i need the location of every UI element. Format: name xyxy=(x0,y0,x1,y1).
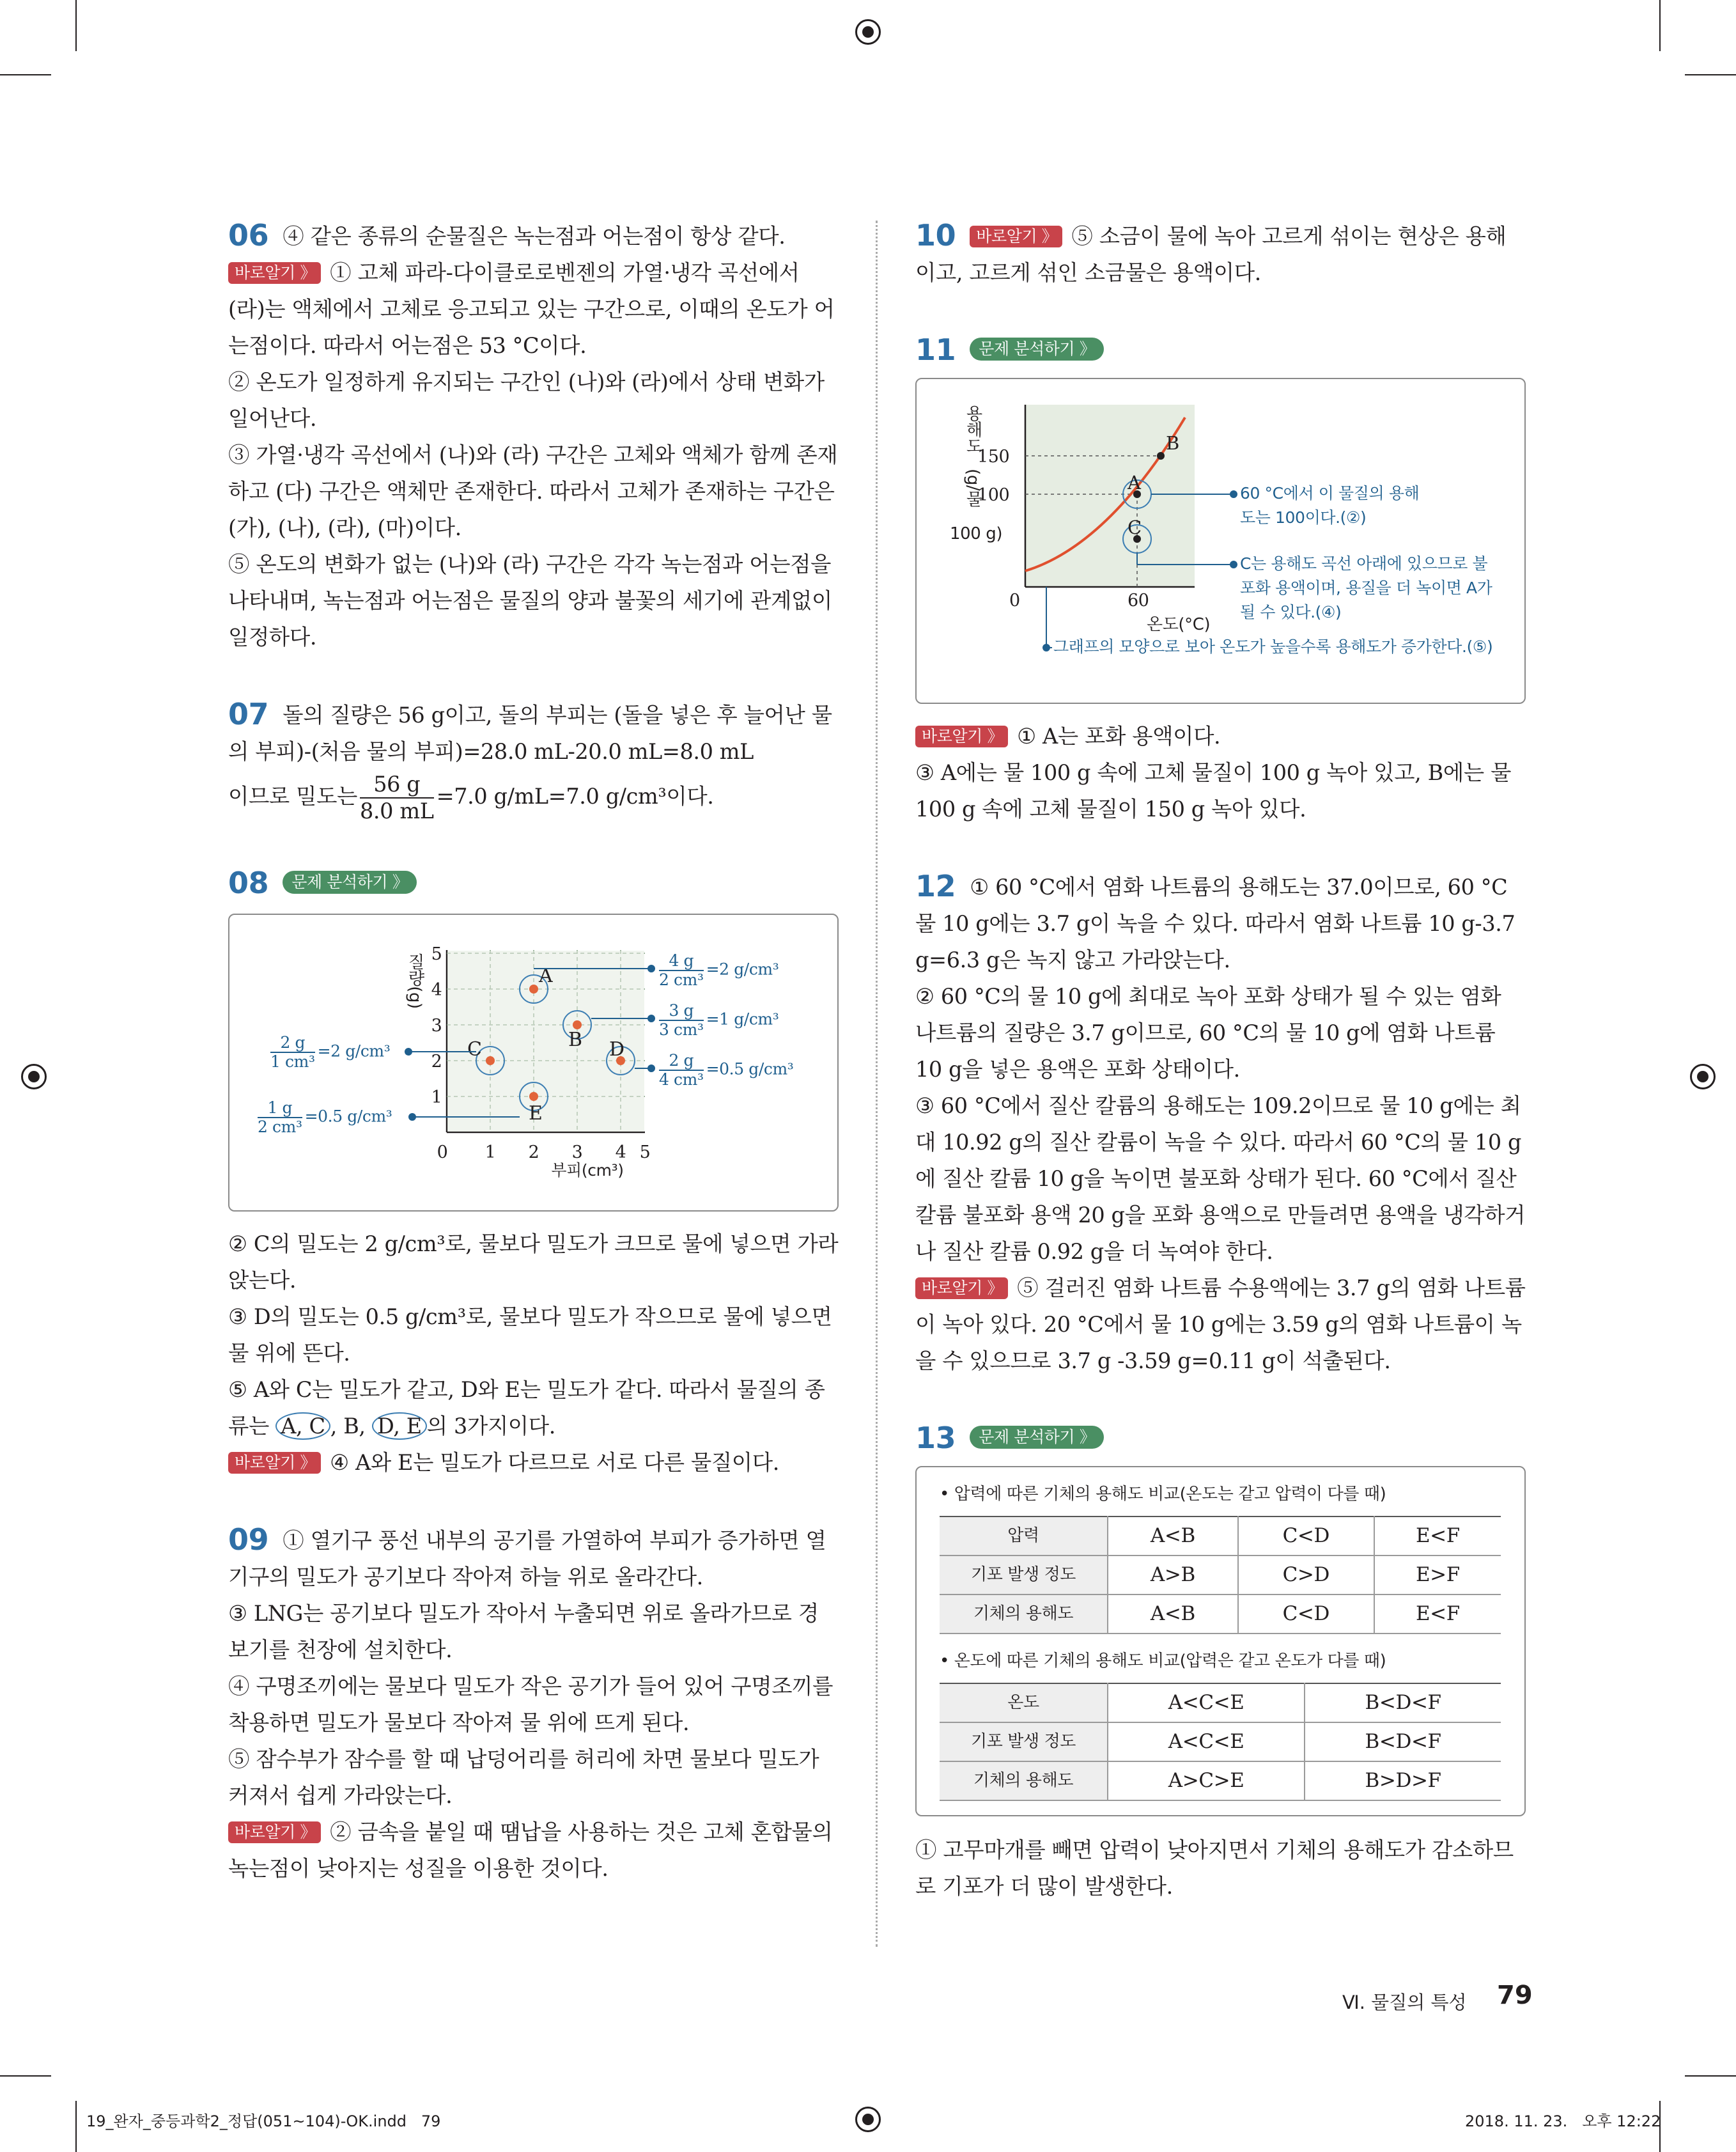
label-e: E xyxy=(529,1102,543,1125)
correction-badge: 바로알기 》 xyxy=(915,726,1008,747)
q08-p2: ③ D의 밀도는 0.5 g/cm³로, 물보다 밀도가 작으므로 물에 넣으면 물 위에 뜬다. xyxy=(228,1304,832,1366)
x-axis-label: 부피(cm³) xyxy=(551,1161,624,1180)
table-row: 압력 A<B C<D E<F xyxy=(940,1517,1501,1556)
y-tick: 5 xyxy=(431,944,442,964)
temperature-table xyxy=(940,1683,1501,1801)
label-a: A xyxy=(1128,472,1141,494)
crop-mark xyxy=(75,0,77,51)
label-d: D xyxy=(609,1038,624,1061)
correction-badge: 바로알기 》 xyxy=(915,1277,1008,1299)
crop-mark xyxy=(1685,74,1736,75)
label-c: C xyxy=(1128,517,1142,538)
q11-section xyxy=(915,332,1526,827)
right-column xyxy=(915,217,1526,1905)
y-axis-label-2: (g/물 xyxy=(963,469,982,507)
q06-section xyxy=(228,217,839,655)
q07-pre: 이므로 밀도는 xyxy=(228,784,358,809)
left-column xyxy=(228,217,839,1887)
point-a xyxy=(529,985,538,994)
x-axis-label: 온도(°C) xyxy=(1147,615,1211,634)
label-a: A xyxy=(539,965,553,987)
column-divider xyxy=(876,221,878,1947)
point-c xyxy=(486,1056,495,1065)
q08-number: 08 xyxy=(228,866,269,900)
y-axis-label-3: 100 g) xyxy=(950,524,1003,543)
q11-note2: C는 용해도 곡선 아래에 있으므로 불포화 용액이며, 용질을 더 녹이면 A가 될 수 있다.(④) xyxy=(1240,554,1492,621)
q07-section xyxy=(228,696,839,824)
crop-mark xyxy=(1685,2075,1736,2077)
y-axis-label: 질량(g) xyxy=(405,953,424,1009)
section-label: Ⅵ. 물질의 특성 xyxy=(1342,1992,1467,2013)
q11-number: 11 xyxy=(915,332,956,367)
q06-p4: ⑤ 온도의 변화가 없는 (나)와 (라) 구간은 각각 녹는점과 어는점을 나타내며, 녹는점과 어는점은 물질의 양과 불꽃의 세기에 관계없이 일정하다. xyxy=(228,552,832,650)
y-axis-label-1: 용해도 xyxy=(963,405,982,454)
q09-p4: ⑤ 잠수부가 잠수를 할 때 납덩어리를 허리에 차면 물보다 밀도가 커져서 쉽게 가라앉는다. xyxy=(228,1747,819,1808)
q11-note1: 60 °C에서 이 물질의 용해도는 100이다.(②) xyxy=(1240,484,1420,527)
crop-mark xyxy=(1659,0,1661,51)
correction-badge: 바로알기 》 xyxy=(228,1452,321,1474)
q09-p3: ④ 구명조끼에는 물보다 밀도가 작은 공기가 들어 있어 구명조끼를 착용하면 밀도가 물보다 작아져 물 위에 뜨게 된다. xyxy=(228,1674,833,1735)
correction-badge: 바로알기 》 xyxy=(228,262,321,284)
ann-c: $\frac{2 g}{\text{1 cm³}}$ =2 g/cm³ xyxy=(270,1033,391,1071)
q09-p2: ③ LNG는 공기보다 밀도가 작아서 누출되면 위로 올라가므로 경보기를 천장에 설치한다. xyxy=(228,1601,819,1662)
q09-p1: ① 열기구 풍선 내부의 공기를 가열하여 부피가 증가하면 열기구의 밀도가 공기보다 작아져 하늘 위로 올라간다. xyxy=(228,1528,826,1589)
y-tick: 1 xyxy=(431,1088,442,1107)
analysis-badge: 문제 분석하기 》 xyxy=(970,338,1104,361)
y-tick: 3 xyxy=(431,1016,442,1036)
crop-mark xyxy=(0,74,51,75)
label-b: B xyxy=(568,1029,582,1051)
q10-corr: ⑤ 소금이 물에 녹아 고르게 섞이는 현상은 용해이고, 고르게 섞인 소금물은 용액이다. xyxy=(915,224,1507,285)
pressure-table xyxy=(940,1516,1501,1634)
registration-mark-icon xyxy=(21,1064,47,1089)
q11-note3: 그래프의 모양으로 보아 온도가 높을수록 용해도가 증가한다.(⑤) xyxy=(1053,637,1493,656)
analysis-badge: 문제 분석하기 》 xyxy=(283,871,417,894)
q10-section xyxy=(915,217,1526,291)
file-slug: 19_완자_중등과학2_정답(051~104)-OK.indd 79 xyxy=(86,2112,441,2130)
oval-ac: A, C xyxy=(275,1412,330,1440)
x-tick: 0 xyxy=(437,1142,448,1162)
q07-line1: 돌의 질량은 56 g이고, 돌의 부피는 (돌을 넣은 후 늘어난 물의 부피)-(처음 물의 부피)=28.0 mL-20.0 mL=8.0 mL xyxy=(228,703,832,764)
label-b: B xyxy=(1166,432,1179,454)
y-tick: 4 xyxy=(431,980,442,1000)
point-e xyxy=(529,1092,538,1101)
table-row: 기체의 용해도 A>C>E B>D>F xyxy=(940,1761,1501,1800)
correction-badge: 바로알기 》 xyxy=(228,1821,321,1843)
q12-p1: ① 60 °C에서 염화 나트륨의 용해도는 37.0이므로, 60 °C 물 10 g에는 3.7 g이 녹을 수 있다. 따라서 염화 나트륨 10 g-3.7 g=6.3 g은 녹지 않고 가라앉는다. xyxy=(915,875,1515,972)
table-row: 기포 발생 정도 A<C<E B<D<F xyxy=(940,1722,1501,1761)
q06-main: ④ 같은 종류의 순물질은 녹는점과 어는점이 항상 같다. xyxy=(283,224,786,249)
point-b xyxy=(1157,452,1165,460)
q13-section xyxy=(915,1420,1526,1905)
ann-e: $\frac{1 g}{\text{2 cm³}}$ =0.5 g/cm³ xyxy=(258,1098,392,1136)
q12-p2: ② 60 °C의 물 10 g에 최대로 녹아 포화 상태가 될 수 있는 염화 나트륨의 질량은 3.7 g이므로, 60 °C의 물 10 g에 염화 나트륨 10 g을 넣은 용액은 포화 상태이다. xyxy=(915,984,1501,1082)
q06-p2: ② 온도가 일정하게 유지되는 구간인 (나)와 (라)에서 상태 변화가 일어난다. xyxy=(228,370,825,431)
q07-number: 07 xyxy=(228,697,269,731)
q07-fraction: $\frac{56 g}{8.0 mL}$ xyxy=(360,772,434,823)
x-tick-0: 0 xyxy=(1009,591,1020,611)
y-tick-150: 150 xyxy=(977,447,1010,467)
x-tick-60: 60 xyxy=(1128,591,1149,611)
crop-mark xyxy=(0,2075,51,2077)
q08-chart-box xyxy=(228,914,839,1212)
q13-number: 13 xyxy=(915,1421,956,1455)
correction-badge: 바로알기 》 xyxy=(970,226,1062,247)
t2-caption: • 온도에 따른 기체의 용해도 비교(압력은 같고 온도가 다를 때) xyxy=(940,1651,1386,1671)
ann-d: $\frac{2 g}{\text{4 cm³}}$ =0.5 g/cm³ xyxy=(659,1051,794,1089)
q09-corr: ② 금속을 붙일 때 땜납을 사용하는 것은 고체 혼합물의 녹는점이 낮아지는 성질을 이용한 것이다. xyxy=(228,1820,833,1881)
q12-number: 12 xyxy=(915,869,956,903)
ann-a: $\frac{4 g}{\text{2 cm³}}$ =2 g/cm³ xyxy=(659,951,779,989)
x-tick: 5 xyxy=(639,1142,651,1162)
q08-corr: ④ A와 E는 밀도가 다르므로 서로 다른 물질이다. xyxy=(330,1450,779,1475)
q13-table-box xyxy=(915,1466,1526,1816)
q06-number: 06 xyxy=(228,218,269,253)
q11-chart-box xyxy=(915,378,1526,704)
q13-p1: ① 고무마개를 빼면 압력이 낮아지면서 기체의 용해도가 감소하므로 기포가 더 많이 발생한다. xyxy=(915,1837,1514,1899)
oval-de: D, E xyxy=(372,1412,427,1440)
q10-number: 10 xyxy=(915,218,956,253)
q12-p3: ③ 60 °C에서 질산 칼륨의 용해도는 109.2이므로 물 10 g에는 최대 10.92 g의 질산 칼륨이 녹을 수 있다. 따라서 60 °C의 물 10 g에 질산 칼륨 10 g을 녹이면 불포화 상태가 된다. 60 °C에서 질산 칼륨 불포화 용액 20 g을 포화 용액으로 만들려면 용액을 냉각하거나 질산 칼륨 0.92 g을 더 녹여야 한다. xyxy=(915,1093,1526,1264)
q07-post: =7.0 g/mL=7.0 g/cm³이다. xyxy=(436,784,714,809)
print-date: 2018. 11. 23. 오후 12:22 xyxy=(1465,2112,1661,2130)
q12-corr: ⑤ 걸러진 염화 나트륨 수용액에는 3.7 g의 염화 나트륨이 녹아 있다. 20 °C에서 물 10 g에는 3.59 g의 염화 나트륨이 녹을 수 있으므로 3.7 g -3.59 g=0.11 g이 석출된다. xyxy=(915,1275,1526,1373)
registration-mark-icon xyxy=(855,2107,881,2132)
registration-mark-icon xyxy=(855,19,881,45)
table-row: 온도 A<C<E B<D<F xyxy=(940,1683,1501,1722)
label-c: C xyxy=(467,1038,482,1061)
registration-mark-icon xyxy=(1690,1064,1716,1089)
q12-section xyxy=(915,868,1526,1379)
q06-p1: ① 고체 파라-다이클로로벤젠의 가열·냉각 곡선에서 (라)는 액체에서 고체로 응고되고 있는 구간으로, 이때의 온도가 어는점이다. 따라서 어는점은 53 °C이다. xyxy=(228,260,835,358)
x-tick: 1 xyxy=(484,1142,496,1162)
q06-p3: ③ 가열·냉각 곡선에서 (나)와 (라) 구간은 고체와 액체가 함께 존재하고 (다) 구간은 액체만 존재한다. 따라서 고체가 존재하는 구간은 (가), (나), (라), (마)이다. xyxy=(228,442,838,540)
y-tick: 2 xyxy=(431,1052,442,1072)
crop-mark xyxy=(75,2101,77,2152)
x-tick: 4 xyxy=(615,1142,626,1162)
t1-caption: • 압력에 따른 기체의 용해도 비교(온도는 같고 압력이 다를 때) xyxy=(940,1485,1386,1504)
x-tick: 3 xyxy=(571,1142,583,1162)
table-row: 기체의 용해도 A<B C<D E<F xyxy=(940,1595,1501,1633)
q08-section xyxy=(228,865,839,1481)
y-tick-100: 100 xyxy=(977,485,1010,505)
q11-corr: ① A는 포화 용액이다. xyxy=(1017,724,1221,749)
table-row: 기포 발생 정도 A>B C>D E>F xyxy=(940,1556,1501,1595)
q09-number: 09 xyxy=(228,1522,269,1557)
q08-p1: ② C의 밀도는 2 g/cm³로, 물보다 밀도가 크므로 물에 넣으면 가라앉는다. xyxy=(228,1231,839,1293)
ann-b: $\frac{3 g}{\text{3 cm³}}$ =1 g/cm³ xyxy=(659,1001,779,1039)
point-b xyxy=(573,1020,582,1029)
page-number: 79 xyxy=(1497,1981,1533,2010)
analysis-badge: 문제 분석하기 》 xyxy=(970,1426,1104,1449)
x-tick: 2 xyxy=(528,1142,539,1162)
q09-section xyxy=(228,1522,839,1887)
q08-p3: ⑤ A와 C는 밀도가 같고, D와 E는 밀도가 같다. 따라서 물질의 종류는 A, C , B, D, E 의 3가지이다. xyxy=(228,1377,825,1439)
q11-p2: ③ A에는 물 100 g 속에 고체 물질이 100 g 녹아 있고, B에는 물 100 g 속에 고체 물질이 150 g 녹아 있다. xyxy=(915,760,1512,822)
